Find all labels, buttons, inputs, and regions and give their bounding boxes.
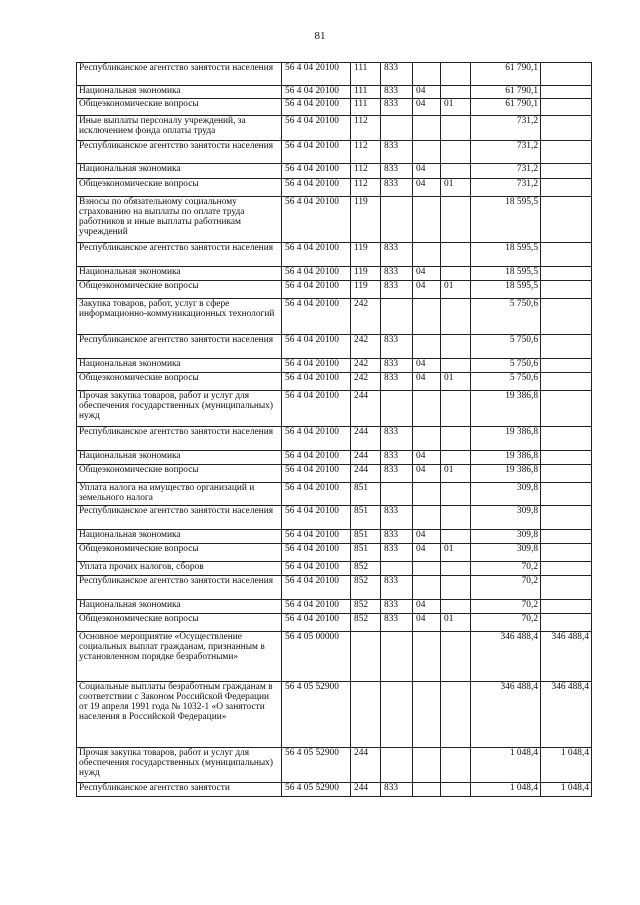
target-article-cell: 56 4 04 20100 <box>282 576 351 600</box>
target-article-cell: 56 4 04 20100 <box>282 562 351 576</box>
section-cell: 04 <box>413 544 441 562</box>
expense-type-cell: 111 <box>351 63 381 86</box>
amount-cell: 309,8 <box>471 544 541 562</box>
subsection-cell <box>441 483 471 506</box>
amount-cell: 19 386,8 <box>471 451 541 465</box>
admin-code-cell: 833 <box>381 267 413 281</box>
expense-type-cell: 852 <box>351 562 381 576</box>
admin-code-cell <box>381 483 413 506</box>
row-name-cell: Национальная экономика <box>77 164 282 179</box>
admin-code-cell: 833 <box>381 451 413 465</box>
amount-cell: 61 790,1 <box>471 63 541 86</box>
table-row <box>77 373 592 391</box>
subsection-cell: 01 <box>441 281 471 299</box>
target-article-cell: 56 4 04 20100 <box>282 99 351 116</box>
admin-code-cell: 833 <box>381 179 413 197</box>
subsection-cell <box>441 530 471 544</box>
target-article-cell: 56 4 04 20100 <box>282 164 351 179</box>
table-row <box>77 359 592 373</box>
admin-code-cell: 833 <box>381 530 413 544</box>
expense-type-cell: 119 <box>351 197 381 243</box>
target-article-cell: 56 4 04 20100 <box>282 530 351 544</box>
section-cell <box>413 63 441 86</box>
admin-code-cell <box>381 116 413 141</box>
budget-table <box>76 62 592 797</box>
expense-type-cell <box>351 632 381 682</box>
amount-cell: 18 595,5 <box>471 243 541 267</box>
admin-code-cell <box>381 299 413 335</box>
target-article-cell: 56 4 04 20100 <box>282 267 351 281</box>
admin-code-cell: 833 <box>381 99 413 116</box>
row-name-cell: Республиканское агентство занятости населения <box>77 141 282 164</box>
amount-cell: 731,2 <box>471 116 541 141</box>
expense-type-cell: 242 <box>351 359 381 373</box>
subsection-cell: 01 <box>441 544 471 562</box>
expense-type-cell: 112 <box>351 116 381 141</box>
subvention-amount-cell: 346 488,4 <box>541 632 592 682</box>
section-cell <box>413 748 441 783</box>
subsection-cell <box>441 632 471 682</box>
row-name-cell: Республиканское агентство занятости населения <box>77 63 282 86</box>
section-cell <box>413 427 441 451</box>
admin-code-cell: 833 <box>381 373 413 391</box>
subvention-amount-cell <box>541 465 592 483</box>
expense-type-cell: 852 <box>351 576 381 600</box>
target-article-cell: 56 4 04 20100 <box>282 451 351 465</box>
admin-code-cell <box>381 562 413 576</box>
admin-code-cell: 833 <box>381 576 413 600</box>
admin-code-cell: 833 <box>381 614 413 632</box>
target-article-cell: 56 4 05 00000 <box>282 632 351 682</box>
row-name-cell: Общеэкономические вопросы <box>77 179 282 197</box>
table-row <box>77 632 592 682</box>
section-cell: 04 <box>413 164 441 179</box>
row-name-cell: Республиканское агентство занятости населения <box>77 243 282 267</box>
row-name-cell: Общеэкономические вопросы <box>77 544 282 562</box>
subsection-cell: 01 <box>441 614 471 632</box>
amount-cell: 70,2 <box>471 600 541 614</box>
subsection-cell <box>441 63 471 86</box>
target-article-cell: 56 4 04 20100 <box>282 544 351 562</box>
table-row <box>77 465 592 483</box>
section-cell: 04 <box>413 99 441 116</box>
expense-type-cell: 119 <box>351 243 381 267</box>
table-row <box>77 506 592 530</box>
subvention-amount-cell <box>541 99 592 116</box>
table-row <box>77 391 592 427</box>
target-article-cell: 56 4 05 52900 <box>282 748 351 783</box>
section-cell <box>413 562 441 576</box>
section-cell <box>413 783 441 797</box>
table-row <box>77 86 592 99</box>
amount-cell: 18 595,5 <box>471 197 541 243</box>
subsection-cell <box>441 141 471 164</box>
subvention-amount-cell <box>541 197 592 243</box>
expense-type-cell: 242 <box>351 335 381 359</box>
section-cell <box>413 141 441 164</box>
row-name-cell: Иные выплаты персоналу учреждений, за исключением фонда оплаты труда <box>77 116 282 141</box>
subvention-amount-cell <box>541 267 592 281</box>
section-cell: 04 <box>413 465 441 483</box>
subsection-cell <box>441 748 471 783</box>
subvention-amount-cell <box>541 179 592 197</box>
table-row <box>77 530 592 544</box>
target-article-cell: 56 4 04 20100 <box>282 465 351 483</box>
section-cell: 04 <box>413 600 441 614</box>
amount-cell: 346 488,4 <box>471 682 541 748</box>
table-row <box>77 427 592 451</box>
amount-cell: 5 750,6 <box>471 359 541 373</box>
expense-type-cell: 112 <box>351 179 381 197</box>
section-cell <box>413 299 441 335</box>
subsection-cell <box>441 600 471 614</box>
target-article-cell: 56 4 04 20100 <box>282 427 351 451</box>
table-row <box>77 614 592 632</box>
target-article-cell: 56 4 04 20100 <box>282 86 351 99</box>
amount-cell: 5 750,6 <box>471 299 541 335</box>
admin-code-cell <box>381 197 413 243</box>
subvention-amount-cell <box>541 506 592 530</box>
section-cell: 04 <box>413 359 441 373</box>
amount-cell: 346 488,4 <box>471 632 541 682</box>
subsection-cell <box>441 682 471 748</box>
expense-type-cell: 852 <box>351 600 381 614</box>
row-name-cell: Республиканское агентство занятости <box>77 783 282 797</box>
amount-cell: 731,2 <box>471 141 541 164</box>
expense-type-cell: 111 <box>351 99 381 116</box>
admin-code-cell: 833 <box>381 281 413 299</box>
amount-cell: 731,2 <box>471 164 541 179</box>
subsection-cell: 01 <box>441 373 471 391</box>
subsection-cell <box>441 576 471 600</box>
table-row <box>77 197 592 243</box>
admin-code-cell <box>381 682 413 748</box>
row-name-cell: Уплата прочих налогов, сборов <box>77 562 282 576</box>
section-cell <box>413 632 441 682</box>
subvention-amount-cell <box>541 562 592 576</box>
row-name-cell: Социальные выплаты безработным гражданам в соответствии с Законом Российской Федерации от 19 апреля 1991 года № 1032-1 «О занятости населения в Российской Федерации» <box>77 682 282 748</box>
section-cell <box>413 335 441 359</box>
row-name-cell: Общеэкономические вопросы <box>77 281 282 299</box>
amount-cell: 309,8 <box>471 483 541 506</box>
target-article-cell: 56 4 04 20100 <box>282 359 351 373</box>
expense-type-cell: 244 <box>351 391 381 427</box>
table-row <box>77 335 592 359</box>
section-cell <box>413 391 441 427</box>
section-cell: 04 <box>413 530 441 544</box>
table-row <box>77 243 592 267</box>
subsection-cell <box>441 267 471 281</box>
expense-type-cell: 244 <box>351 748 381 783</box>
subvention-amount-cell: 346 488,4 <box>541 682 592 748</box>
subvention-amount-cell <box>541 373 592 391</box>
subvention-amount-cell <box>541 359 592 373</box>
target-article-cell: 56 4 04 20100 <box>282 614 351 632</box>
amount-cell: 1 048,4 <box>471 783 541 797</box>
subsection-cell <box>441 506 471 530</box>
table-row <box>77 63 592 86</box>
expense-type-cell: 244 <box>351 465 381 483</box>
subvention-amount-cell <box>541 451 592 465</box>
subvention-amount-cell <box>541 86 592 99</box>
expense-type-cell: 244 <box>351 427 381 451</box>
row-name-cell: Уплата налога на имущество организаций и земельного налога <box>77 483 282 506</box>
section-cell <box>413 506 441 530</box>
subvention-amount-cell <box>541 116 592 141</box>
admin-code-cell: 833 <box>381 164 413 179</box>
row-name-cell: Национальная экономика <box>77 86 282 99</box>
amount-cell: 1 048,4 <box>471 748 541 783</box>
admin-code-cell: 833 <box>381 335 413 359</box>
expense-type-cell: 119 <box>351 281 381 299</box>
table-row <box>77 141 592 164</box>
target-article-cell: 56 4 04 20100 <box>282 243 351 267</box>
table-row <box>77 600 592 614</box>
row-name-cell: Общеэкономические вопросы <box>77 465 282 483</box>
expense-type-cell: 242 <box>351 299 381 335</box>
expense-type-cell: 112 <box>351 141 381 164</box>
section-cell: 04 <box>413 614 441 632</box>
subsection-cell: 01 <box>441 179 471 197</box>
amount-cell: 70,2 <box>471 562 541 576</box>
subsection-cell <box>441 391 471 427</box>
admin-code-cell: 833 <box>381 506 413 530</box>
amount-cell: 19 386,8 <box>471 465 541 483</box>
table-row <box>77 99 592 116</box>
row-name-cell: Национальная экономика <box>77 267 282 281</box>
admin-code-cell: 833 <box>381 86 413 99</box>
row-name-cell: Закупка товаров, работ, услуг в сфере информационно-коммуникационных технологий <box>77 299 282 335</box>
amount-cell: 731,2 <box>471 179 541 197</box>
row-name-cell: Национальная экономика <box>77 451 282 465</box>
table-row <box>77 281 592 299</box>
expense-type-cell <box>351 682 381 748</box>
section-cell: 04 <box>413 267 441 281</box>
table-row <box>77 748 592 783</box>
subsection-cell <box>441 116 471 141</box>
subsection-cell <box>441 562 471 576</box>
section-cell: 04 <box>413 451 441 465</box>
expense-type-cell: 852 <box>351 614 381 632</box>
expense-type-cell: 851 <box>351 544 381 562</box>
expense-type-cell: 119 <box>351 267 381 281</box>
target-article-cell: 56 4 04 20100 <box>282 483 351 506</box>
expense-type-cell: 111 <box>351 86 381 99</box>
expense-type-cell: 244 <box>351 783 381 797</box>
section-cell: 04 <box>413 373 441 391</box>
subsection-cell <box>441 451 471 465</box>
subvention-amount-cell <box>541 299 592 335</box>
section-cell: 04 <box>413 281 441 299</box>
page-number: 81 <box>314 30 326 42</box>
subsection-cell <box>441 164 471 179</box>
row-name-cell: Общеэкономические вопросы <box>77 99 282 116</box>
target-article-cell: 56 4 04 20100 <box>282 197 351 243</box>
subsection-cell <box>441 243 471 267</box>
row-name-cell: Республиканское агентство занятости населения <box>77 506 282 530</box>
subsection-cell: 01 <box>441 465 471 483</box>
amount-cell: 19 386,8 <box>471 391 541 427</box>
subsection-cell <box>441 86 471 99</box>
subvention-amount-cell <box>541 427 592 451</box>
target-article-cell: 56 4 04 20100 <box>282 141 351 164</box>
subvention-amount-cell <box>541 141 592 164</box>
target-article-cell: 56 4 04 20100 <box>282 600 351 614</box>
section-cell <box>413 576 441 600</box>
amount-cell: 309,8 <box>471 506 541 530</box>
row-name-cell: Республиканское агентство занятости населения <box>77 427 282 451</box>
subsection-cell <box>441 427 471 451</box>
amount-cell: 70,2 <box>471 614 541 632</box>
row-name-cell: Республиканское агентство занятости населения <box>77 576 282 600</box>
table-row <box>77 562 592 576</box>
admin-code-cell: 833 <box>381 63 413 86</box>
table-row <box>77 267 592 281</box>
subvention-amount-cell <box>541 600 592 614</box>
subvention-amount-cell <box>541 63 592 86</box>
amount-cell: 18 595,5 <box>471 267 541 281</box>
amount-cell: 5 750,6 <box>471 373 541 391</box>
admin-code-cell: 833 <box>381 243 413 267</box>
target-article-cell: 56 4 04 20100 <box>282 391 351 427</box>
subvention-amount-cell: 1 048,4 <box>541 748 592 783</box>
admin-code-cell: 833 <box>381 359 413 373</box>
target-article-cell: 56 4 05 52900 <box>282 682 351 748</box>
expense-type-cell: 851 <box>351 530 381 544</box>
section-cell <box>413 243 441 267</box>
admin-code-cell <box>381 748 413 783</box>
table-row <box>77 116 592 141</box>
amount-cell: 19 386,8 <box>471 427 541 451</box>
subsection-cell <box>441 299 471 335</box>
row-name-cell: Национальная экономика <box>77 530 282 544</box>
row-name-cell: Основное мероприятие «Осуществление социальных выплат гражданам, признанным в установленном порядке безработными» <box>77 632 282 682</box>
amount-cell: 309,8 <box>471 530 541 544</box>
target-article-cell: 56 4 04 20100 <box>282 299 351 335</box>
amount-cell: 5 750,6 <box>471 335 541 359</box>
admin-code-cell <box>381 391 413 427</box>
subvention-amount-cell <box>541 164 592 179</box>
table-row <box>77 544 592 562</box>
subvention-amount-cell: 1 048,4 <box>541 783 592 797</box>
row-name-cell: Прочая закупка товаров, работ и услуг для обеспечения государственных (муниципальных) нужд <box>77 391 282 427</box>
target-article-cell: 56 4 04 20100 <box>282 63 351 86</box>
row-name-cell: Прочая закупка товаров, работ и услуг для обеспечения государственных (муниципальных) нужд <box>77 748 282 783</box>
table-row <box>77 179 592 197</box>
table-row <box>77 483 592 506</box>
subsection-cell <box>441 783 471 797</box>
admin-code-cell: 833 <box>381 544 413 562</box>
row-name-cell: Национальная экономика <box>77 359 282 373</box>
table-row <box>77 682 592 748</box>
admin-code-cell: 833 <box>381 427 413 451</box>
table-row <box>77 164 592 179</box>
amount-cell: 61 790,1 <box>471 99 541 116</box>
row-name-cell: Республиканское агентство занятости населения <box>77 335 282 359</box>
expense-type-cell: 112 <box>351 164 381 179</box>
subsection-cell <box>441 197 471 243</box>
admin-code-cell <box>381 632 413 682</box>
target-article-cell: 56 4 04 20100 <box>282 179 351 197</box>
target-article-cell: 56 4 04 20100 <box>282 335 351 359</box>
section-cell: 04 <box>413 179 441 197</box>
subvention-amount-cell <box>541 335 592 359</box>
target-article-cell: 56 4 05 52900 <box>282 783 351 797</box>
subvention-amount-cell <box>541 243 592 267</box>
section-cell <box>413 197 441 243</box>
row-name-cell: Национальная экономика <box>77 600 282 614</box>
subvention-amount-cell <box>541 530 592 544</box>
amount-cell: 61 790,1 <box>471 86 541 99</box>
section-cell: 04 <box>413 86 441 99</box>
subvention-amount-cell <box>541 391 592 427</box>
subvention-amount-cell <box>541 281 592 299</box>
admin-code-cell: 833 <box>381 783 413 797</box>
subsection-cell <box>441 335 471 359</box>
table-row <box>77 299 592 335</box>
subvention-amount-cell <box>541 544 592 562</box>
subvention-amount-cell <box>541 576 592 600</box>
table-row <box>77 783 592 797</box>
row-name-cell: Общеэкономические вопросы <box>77 614 282 632</box>
row-name-cell: Общеэкономические вопросы <box>77 373 282 391</box>
expense-type-cell: 851 <box>351 506 381 530</box>
target-article-cell: 56 4 04 20100 <box>282 373 351 391</box>
expense-type-cell: 244 <box>351 451 381 465</box>
subvention-amount-cell <box>541 483 592 506</box>
table-row <box>77 576 592 600</box>
subsection-cell <box>441 359 471 373</box>
target-article-cell: 56 4 04 20100 <box>282 281 351 299</box>
target-article-cell: 56 4 04 20100 <box>282 506 351 530</box>
admin-code-cell: 833 <box>381 600 413 614</box>
subvention-amount-cell <box>541 614 592 632</box>
table-row <box>77 451 592 465</box>
section-cell <box>413 682 441 748</box>
admin-code-cell: 833 <box>381 465 413 483</box>
subsection-cell: 01 <box>441 99 471 116</box>
row-name-cell: Взносы по обязательному социальному страхованию на выплаты по оплате труда работников и иные выплаты работникам учреждений <box>77 197 282 243</box>
expense-type-cell: 242 <box>351 373 381 391</box>
expense-type-cell: 851 <box>351 483 381 506</box>
amount-cell: 18 595,5 <box>471 281 541 299</box>
section-cell <box>413 483 441 506</box>
admin-code-cell: 833 <box>381 141 413 164</box>
amount-cell: 70,2 <box>471 576 541 600</box>
section-cell <box>413 116 441 141</box>
target-article-cell: 56 4 04 20100 <box>282 116 351 141</box>
